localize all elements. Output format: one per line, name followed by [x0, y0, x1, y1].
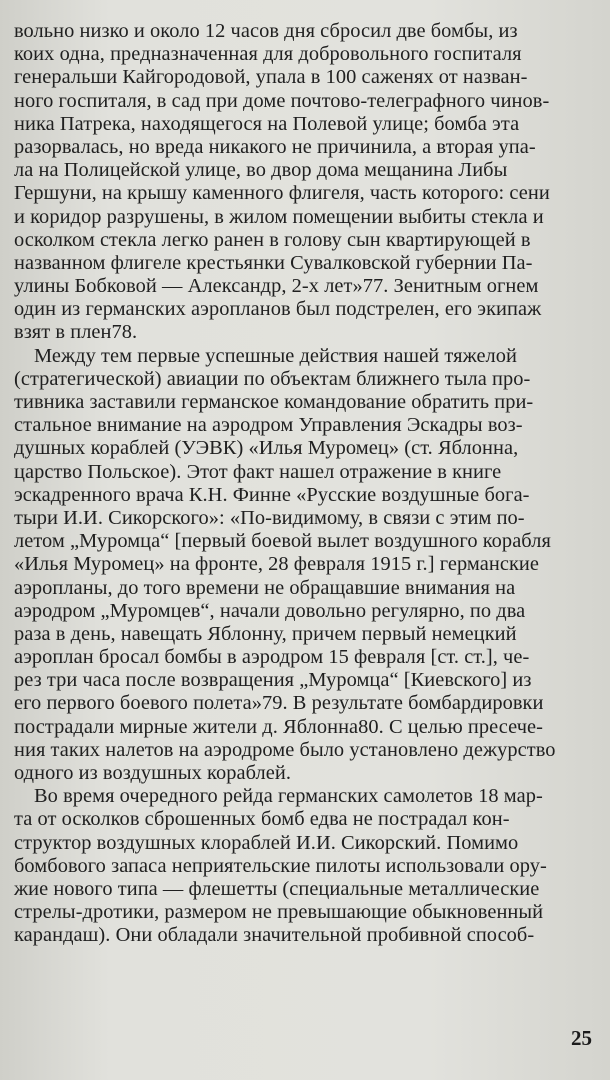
- text-line: [14, 461, 610, 484]
- text-line-content: душных кораблей (УЭВК) «Илья Муромец» (ст. Яблонна,: [14, 437, 519, 460]
- text-line: [14, 252, 610, 275]
- text-line-content: коих одна, предназначенная для добровольного госпиталя: [14, 43, 522, 66]
- text-line-content: стальное внимание на аэродром Управления Эскадры воз-: [14, 414, 523, 437]
- text-line-content: осколком стекла легко ранен в голову сын квартирующей в: [14, 228, 531, 251]
- text-line-content: аэроплан бросал бомбы в аэродром 15 февраля [ст. ст.], че-: [14, 646, 530, 669]
- text-line: [14, 878, 610, 901]
- text-line-content: Во время очередного рейда германских самолетов 18 мар-: [34, 785, 543, 808]
- text-line: [14, 66, 610, 89]
- text-line: [14, 600, 610, 623]
- text-line: [14, 229, 610, 252]
- text-line: [14, 623, 610, 646]
- text-line: [14, 646, 610, 669]
- text-line-content: Гершуни, на крышу каменного флигеля, часть которого: сени: [14, 182, 550, 205]
- text-line-content: генеральши Кайгородовой, упала в 100 саженях от назван-: [14, 66, 528, 89]
- text-line: [14, 136, 610, 159]
- text-line: [14, 437, 610, 460]
- text-line-content: разорвалась, но вреда никакого не причинила, а вторая упа-: [14, 135, 536, 158]
- text-line: [14, 298, 610, 321]
- text-line-content: вольно низко и около 12 часов дня сбросил две бомбы, из: [14, 20, 518, 42]
- text-line: [14, 275, 610, 298]
- text-line: [34, 345, 610, 368]
- text-line-content: тивника заставили германское командование обратить при-: [14, 391, 534, 413]
- text-line: [14, 855, 610, 878]
- text-line-content: (стратегической) авиации по объектам ближнего тыла про-: [14, 367, 531, 390]
- text-line: [14, 762, 610, 785]
- page-number: 25: [571, 1026, 592, 1050]
- text-line-content: структор воздушных клораблей И.И. Сикорский. Помимо: [14, 831, 519, 854]
- text-line-content: тыри И.И. Сикорского»: «По-видимому, в связи с этим по-: [14, 506, 525, 529]
- text-line-content: один из германских аэропланов был подстрелен, его экипаж: [14, 298, 542, 321]
- text-line: [14, 159, 610, 182]
- text-line-content: бомбового запаса неприятельские пилоты использовали ору-: [14, 854, 547, 877]
- text-line: [14, 669, 610, 692]
- text-line-content: царство Польское). Этот факт нашел отражение в книге: [14, 460, 502, 483]
- text-line-content: та от осколков сброшенных бомб едва не пострадал кон-: [14, 808, 510, 831]
- text-line: [14, 808, 610, 831]
- text-line-content: взят в плен78.: [14, 321, 138, 344]
- text-line-content: ния таких налетов на аэродроме было установлено дежурство: [14, 738, 556, 761]
- body-text: [0, 20, 610, 948]
- text-line: [14, 43, 610, 66]
- text-line: [14, 553, 610, 576]
- text-line: [14, 692, 610, 715]
- text-line: [14, 924, 610, 947]
- text-line-content: Между тем первые успешные действия нашей тяжелой: [34, 344, 518, 367]
- text-line-content: жие нового типа — флешетты (специальные металлические: [14, 877, 540, 900]
- text-line-content: летом „Муромца“ [первый боевой вылет воздушного корабля: [14, 530, 551, 553]
- text-line-content: его первого боевого полета»79. В результате бомбардировки: [14, 692, 544, 715]
- text-line: [14, 739, 610, 762]
- text-line-content: названном флигеле крестьянки Сувалковской губернии Па-: [14, 251, 533, 274]
- text-line-content: ника Патрека, находящегося на Полевой улице; бомба эта: [14, 112, 520, 135]
- text-line-content: «Илья Муромец» на фронте, 28 февраля 1915 г.] германские: [14, 553, 540, 576]
- text-line: [34, 785, 610, 808]
- text-line-content: аэропланы, до того времени не обращавшие внимания на: [14, 576, 516, 599]
- text-line-content: ла на Полицейской улице, во двор дома мещанина Либы: [14, 159, 508, 182]
- text-line-content: улины Бобковой — Александр, 2-х лет»77. Зенитным огнем: [14, 275, 539, 298]
- text-line: [14, 368, 610, 391]
- text-line: [14, 832, 610, 855]
- text-line: [14, 90, 610, 113]
- text-line: [14, 716, 610, 739]
- text-line: [14, 530, 610, 553]
- text-line-content: рез три часа после возвращения „Муромца“ [Киевского] из: [14, 669, 532, 692]
- text-line-content: одного из воздушных кораблей.: [14, 762, 292, 784]
- text-line-content: аэродром „Муромцев“, начали довольно регулярно, по два: [14, 599, 526, 622]
- text-line: [14, 414, 610, 437]
- text-line: [14, 901, 610, 924]
- text-line: [14, 484, 610, 507]
- text-line: [14, 391, 610, 414]
- text-line: [14, 206, 610, 229]
- text-line-content: эскадренного врача К.Н. Финне «Русские воздушные бога-: [14, 483, 530, 506]
- text-line: [14, 577, 610, 600]
- text-line-content: и коридор разрушены, в жилом помещении выбиты стекла и: [14, 205, 544, 228]
- text-line-content: ного госпиталя, в сад при доме почтово-телеграфного чинов-: [14, 89, 550, 112]
- text-line: [14, 113, 610, 136]
- text-line: [14, 507, 610, 530]
- text-line: [14, 321, 610, 344]
- text-line: [14, 182, 610, 205]
- text-line-content: карандаш). Они обладали значительной пробивной способ-: [14, 924, 535, 947]
- text-line-content: стрелы-дротики, размером не превышающие обыкновенный: [14, 901, 544, 924]
- text-line-content: раза в день, навещать Яблонну, причем первый немецкий: [14, 622, 517, 645]
- text-line-content: пострадали мирные жители д. Яблонна80. С целью пресече-: [14, 715, 544, 738]
- text-line: [14, 20, 610, 43]
